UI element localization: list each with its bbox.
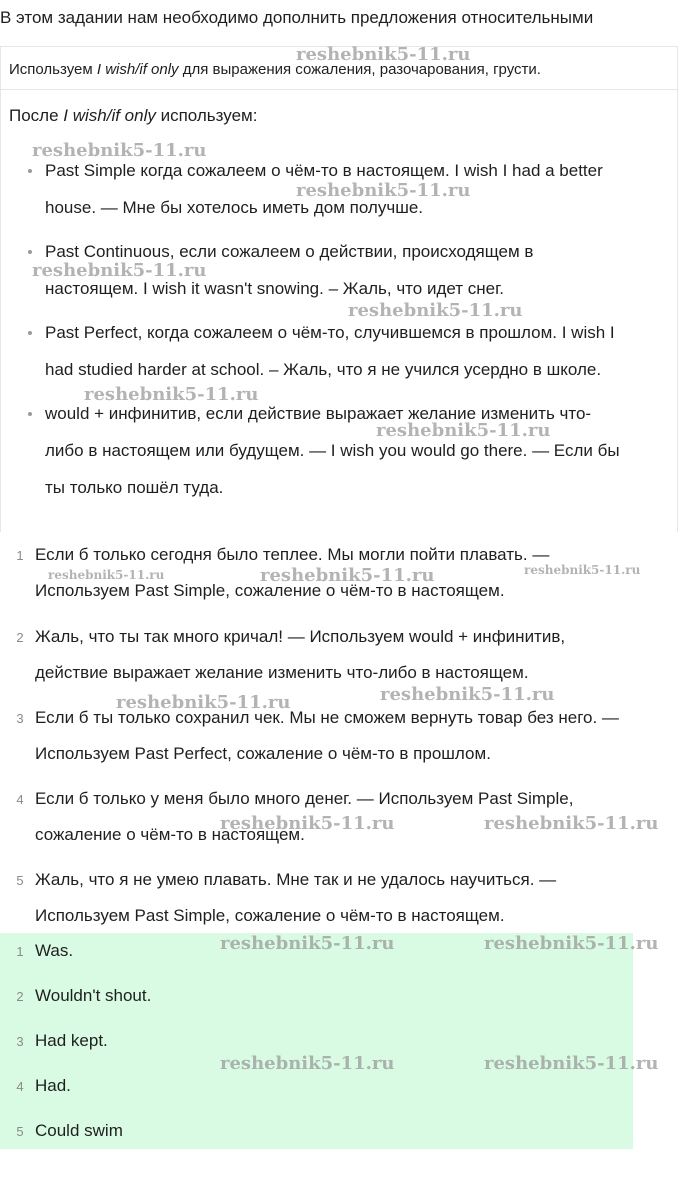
watermark: reshebnik5-11.ru <box>296 44 471 65</box>
explanation-item <box>35 781 665 853</box>
watermark: reshebnik5-11.ru <box>524 563 641 577</box>
explanation-line: Если б только сегодня было теплее. Мы могли пойти плавать. — <box>35 545 550 564</box>
rule-header <box>1 47 677 90</box>
explanation-line: Используем Past Simple, сожаление о чём-то в настоящем. <box>35 906 505 925</box>
bullet-would-infinitive <box>45 395 665 506</box>
answer-number: 4 <box>16 1079 24 1094</box>
bullet-past-perfect <box>45 314 665 388</box>
answer-text: Wouldn't shout. <box>35 986 152 1005</box>
watermark: reshebnik5-11.ru <box>348 300 523 321</box>
answer-text: Could swim <box>35 1121 123 1140</box>
bullet-line: настоящем. I wish it wasn't snowing. – Жаль, что идет снег. <box>45 279 504 298</box>
rule-body-before: После <box>9 106 64 125</box>
bullet-line: had studied harder at school. – Жаль, что я не учился усердно в школе. <box>45 360 602 379</box>
watermark: reshebnik5-11.ru <box>296 180 471 201</box>
watermark: reshebnik5-11.ru <box>220 1053 395 1074</box>
bullet-line: house. — Мне бы хотелось иметь дом получше. <box>45 198 424 217</box>
explanation-item <box>35 700 665 772</box>
watermark: reshebnik5-11.ru <box>84 384 259 405</box>
watermark: reshebnik5-11.ru <box>32 260 207 281</box>
explanation-number: 3 <box>16 711 24 726</box>
explanation-number: 5 <box>16 873 24 888</box>
explanation-line: действие выражает желание изменить что-либо в настоящем. <box>35 663 529 682</box>
answers-block <box>0 933 633 1149</box>
watermark: reshebnik5-11.ru <box>220 813 395 834</box>
answer-number: 5 <box>16 1124 24 1139</box>
explanation-item <box>35 619 665 691</box>
watermark: reshebnik5-11.ru <box>484 1053 659 1074</box>
answer-text: Had. <box>35 1076 71 1095</box>
answer-number: 2 <box>16 989 24 1004</box>
rule-body-intro <box>9 106 257 126</box>
bullet-line: would + инфинитив, если действие выражает желание изменить что- <box>45 404 592 423</box>
bullet-line: Past Continuous, если сожалеем о действии, происходящем в <box>45 242 534 261</box>
explanation-line: Используем Past Perfect, сожаление о чём-то в прошлом. <box>35 744 491 763</box>
watermark: reshebnik5-11.ru <box>220 933 395 954</box>
explanation-line: Если б только у меня было много денег. — Используем Past Simple, <box>35 789 574 808</box>
bullet-line: Past Perfect, когда сожалеем о чём-то, случившемся в прошлом. I wish I <box>45 323 615 342</box>
bullet-past-continuous <box>45 233 665 307</box>
watermark: reshebnik5-11.ru <box>48 568 165 582</box>
explanation-item <box>35 862 665 934</box>
bullet-line: ты только пошёл туда. <box>45 478 224 497</box>
explanation-line: Используем Past Simple, сожаление о чём-то в настоящем. <box>35 581 505 600</box>
watermark: reshebnik5-11.ru <box>484 933 659 954</box>
explanation-number: 2 <box>16 630 24 645</box>
answer-text: Was. <box>35 941 74 960</box>
explanation-line: сожаление о чём-то в настоящем. <box>35 825 305 844</box>
answer-number: 3 <box>16 1034 24 1049</box>
rule-body-em: I wish/if only <box>63 106 156 125</box>
bullet-past-simple <box>45 152 665 226</box>
watermark: reshebnik5-11.ru <box>380 684 555 705</box>
explanation-item <box>35 537 665 609</box>
explanation-number: 1 <box>16 548 24 563</box>
rule-header-em: I wish/if only <box>96 61 179 78</box>
rule-header-after: для выражения сожаления, разочарования, грусти. <box>178 61 541 78</box>
intro-text: В этом задании нам необходимо дополнить предложения относительными <box>0 8 594 27</box>
bullet-line: Past Simple когда сожалеем о чём-то в настоящем. I wish I had a better <box>45 161 603 180</box>
watermark: reshebnik5-11.ru <box>260 565 435 586</box>
answer-number: 1 <box>16 944 24 959</box>
explanation-line: Если б ты только сохранил чек. Мы не сможем вернуть товар без него. — <box>35 708 619 727</box>
bullet-line: либо в настоящем или будущем. — I wish you would go there. — Если бы <box>45 441 620 460</box>
explanation-line: Жаль, что ты так много кричал! — Используем would + инфинитив, <box>35 627 566 646</box>
watermark: reshebnik5-11.ru <box>376 420 551 441</box>
rule-body-after: используем: <box>155 106 258 125</box>
explanation-line: Жаль, что я не умею плавать. Мне так и не удалось научиться. — <box>35 870 557 889</box>
answer-text: Had kept. <box>35 1031 108 1050</box>
watermark: reshebnik5-11.ru <box>32 140 207 161</box>
watermark: reshebnik5-11.ru <box>116 692 291 713</box>
rule-header-before: Используем <box>9 61 97 78</box>
watermark: reshebnik5-11.ru <box>484 813 659 834</box>
explanation-number: 4 <box>16 792 24 807</box>
